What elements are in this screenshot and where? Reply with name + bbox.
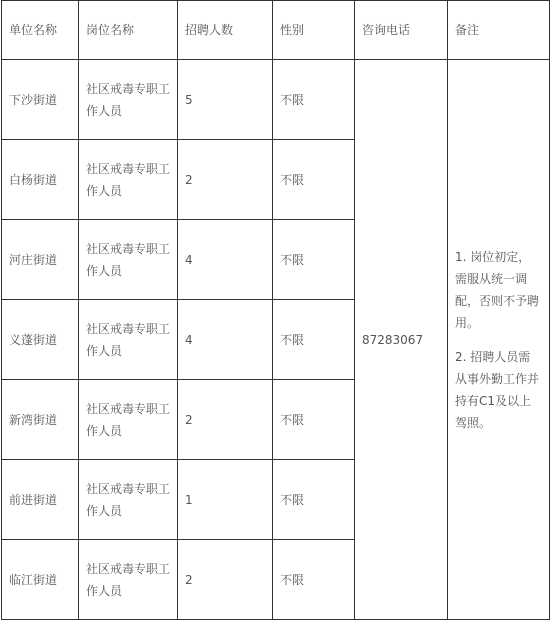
count-cell: 2: [178, 540, 273, 620]
header-gender: 性别: [273, 1, 355, 60]
notes-cell: [448, 60, 550, 620]
unit-cell: 河庄街道: [2, 220, 79, 300]
gender-cell: 不限: [273, 300, 355, 380]
note-item-1: 1. 岗位初定，需服从统一调配，否则不予聘用。: [455, 249, 540, 330]
gender-cell: 不限: [273, 60, 355, 140]
post-cell: 社区戒毒专职工作人员: [79, 460, 178, 540]
header-row: [2, 1, 550, 60]
header-unit-name: 单位名称: [2, 1, 79, 60]
unit-cell: 下沙街道: [2, 60, 79, 140]
count-cell: 4: [178, 220, 273, 300]
gender-cell: 不限: [273, 220, 355, 300]
post-cell: 社区戒毒专职工作人员: [79, 300, 178, 380]
post-cell: 社区戒毒专职工作人员: [79, 380, 178, 460]
header-post-name: 岗位名称: [79, 1, 178, 60]
header-notes: 备注: [448, 1, 550, 60]
unit-cell: 临江街道: [2, 540, 79, 620]
header-phone: 咨询电话: [355, 1, 448, 60]
note-item-2: 2. 招聘人员需从事外勤工作并持有C1及以上驾照。: [455, 349, 540, 430]
gender-cell: 不限: [273, 140, 355, 220]
unit-cell: 新湾街道: [2, 380, 79, 460]
header-recruit-count: 招聘人数: [178, 1, 273, 60]
post-cell: 社区戒毒专职工作人员: [79, 220, 178, 300]
post-cell: 社区戒毒专职工作人员: [79, 540, 178, 620]
unit-cell: 前进街道: [2, 460, 79, 540]
recruitment-table: [1, 0, 550, 620]
post-cell: 社区戒毒专职工作人员: [79, 60, 178, 140]
phone-cell: 87283067: [355, 60, 448, 620]
gender-cell: 不限: [273, 460, 355, 540]
count-cell: 5: [178, 60, 273, 140]
unit-cell: 白杨街道: [2, 140, 79, 220]
count-cell: 1: [178, 460, 273, 540]
gender-cell: 不限: [273, 540, 355, 620]
count-cell: 2: [178, 380, 273, 460]
post-cell: 社区戒毒专职工作人员: [79, 140, 178, 220]
gender-cell: 不限: [273, 380, 355, 460]
count-cell: 4: [178, 300, 273, 380]
unit-cell: 义蓬街道: [2, 300, 79, 380]
table-row: [2, 60, 550, 140]
count-cell: 2: [178, 140, 273, 220]
